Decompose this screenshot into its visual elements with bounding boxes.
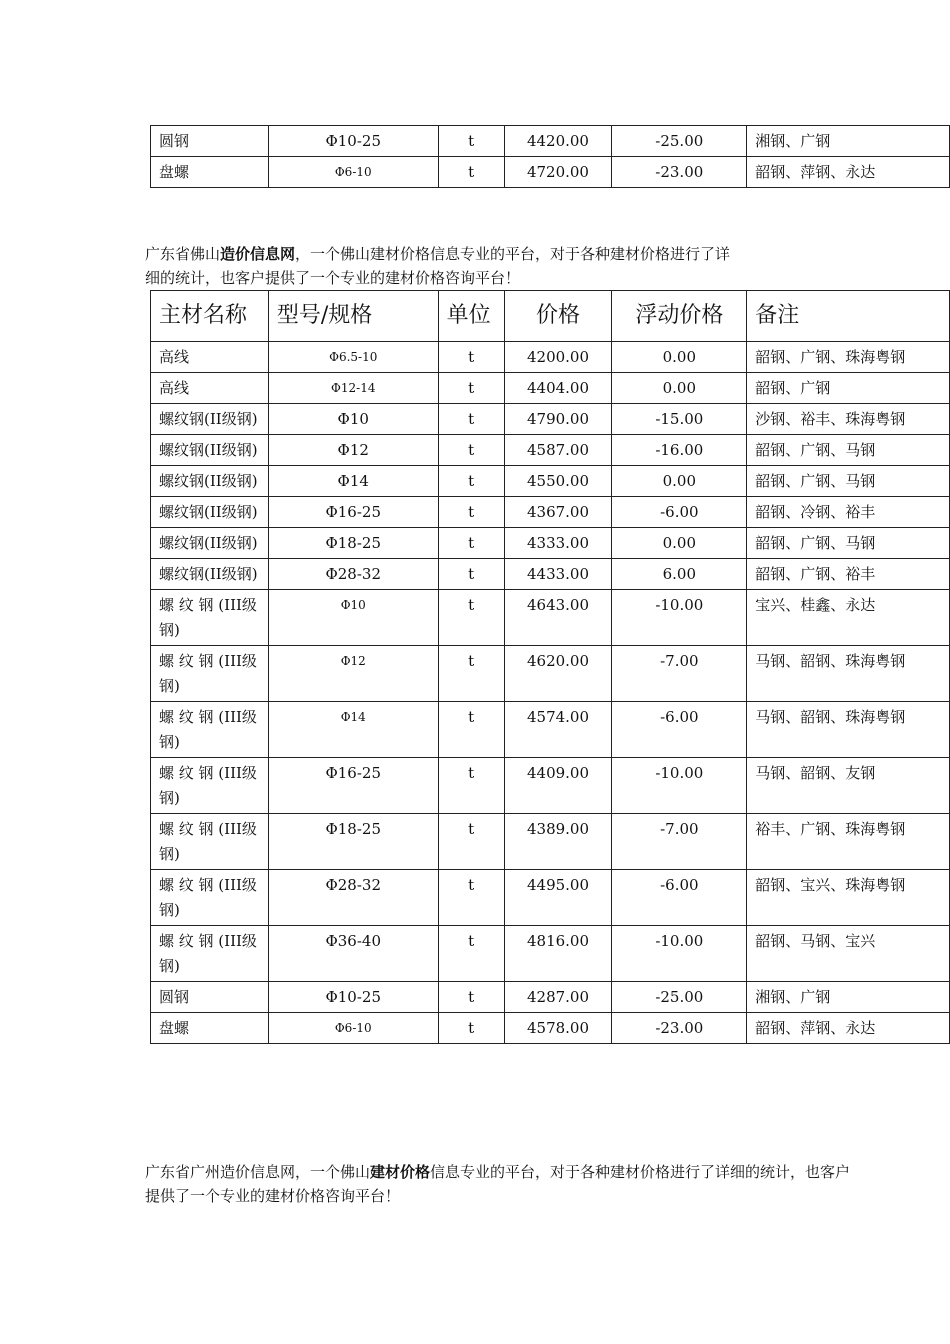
cell-note: 湘钢、广钢 — [747, 982, 950, 1013]
cell-unit: t — [438, 1013, 504, 1044]
cell-spec: Φ28-32 — [268, 870, 438, 926]
cell-note: 韶钢、萍钢、永达 — [747, 157, 950, 188]
cell-name: 盘螺 — [151, 157, 269, 188]
cell-price: 4620.00 — [504, 646, 612, 702]
table-row — [151, 758, 950, 814]
cell-note: 韶钢、广钢、马钢 — [747, 528, 950, 559]
cell-unit: t — [438, 982, 504, 1013]
header-spec: 型号/规格 — [268, 291, 438, 342]
cell-unit: t — [438, 157, 504, 188]
cell-name: 螺 纹 钢 (III级钢) — [151, 814, 269, 870]
cell-name: 盘螺 — [151, 1013, 269, 1044]
cell-price: 4574.00 — [504, 702, 612, 758]
intro-text-post: ，一个佛山建材价格信息专业的平台，对于各种建材价格进行了详 — [295, 245, 731, 263]
table-row — [151, 157, 950, 188]
intro-paragraph — [145, 242, 730, 290]
cell-price: 4587.00 — [504, 435, 612, 466]
cell-unit: t — [438, 702, 504, 758]
top-table-body — [151, 126, 950, 188]
cell-price: 4578.00 — [504, 1013, 612, 1044]
cell-note: 马钢、韶钢、珠海粤钢 — [747, 646, 950, 702]
cell-note: 裕丰、广钢、珠海粤钢 — [747, 814, 950, 870]
cell-price: 4367.00 — [504, 497, 612, 528]
cell-price: 4389.00 — [504, 814, 612, 870]
cell-unit: t — [438, 646, 504, 702]
table-row — [151, 982, 950, 1013]
cell-change: 0.00 — [612, 528, 747, 559]
cell-price: 4409.00 — [504, 758, 612, 814]
cell-spec: Φ18-25 — [268, 528, 438, 559]
cell-note: 韶钢、广钢 — [747, 373, 950, 404]
main-table-header — [151, 291, 950, 342]
cell-price: 4200.00 — [504, 342, 612, 373]
cell-spec: Φ6-10 — [268, 157, 438, 188]
cell-spec: Φ10-25 — [268, 982, 438, 1013]
closing-text-post: 信息专业的平台，对于各种建材价格进行了详细的统计，也客户 — [430, 1163, 851, 1181]
cell-name: 螺纹钢(II级钢) — [151, 404, 269, 435]
cell-unit: t — [438, 126, 504, 157]
cell-spec: Φ12 — [268, 435, 438, 466]
cell-note: 韶钢、广钢、马钢 — [747, 466, 950, 497]
header-note: 备注 — [747, 291, 950, 342]
cell-price: 4720.00 — [504, 157, 612, 188]
cell-name: 高线 — [151, 373, 269, 404]
cell-note: 湘钢、广钢 — [747, 126, 950, 157]
table-row — [151, 870, 950, 926]
cell-note: 韶钢、广钢、珠海粤钢 — [747, 342, 950, 373]
cell-price: 4643.00 — [504, 590, 612, 646]
cell-price: 4816.00 — [504, 926, 612, 982]
cell-change: -6.00 — [612, 497, 747, 528]
cell-price: 4790.00 — [504, 404, 612, 435]
cell-unit: t — [438, 926, 504, 982]
table-row — [151, 404, 950, 435]
cell-name: 螺纹钢(II级钢) — [151, 466, 269, 497]
intro-text-pre: 广东省佛山 — [145, 245, 221, 263]
cell-change: 0.00 — [612, 373, 747, 404]
closing-line-1 — [145, 1160, 850, 1184]
cell-note: 马钢、韶钢、友钢 — [747, 758, 950, 814]
cell-name: 螺纹钢(II级钢) — [151, 559, 269, 590]
main-table-body — [151, 342, 950, 1044]
cell-unit: t — [438, 342, 504, 373]
cell-change: 0.00 — [612, 466, 747, 497]
cell-spec: Φ16-25 — [268, 497, 438, 528]
cell-name: 螺 纹 钢 (III级钢) — [151, 926, 269, 982]
cell-spec: Φ10-25 — [268, 126, 438, 157]
closing-text-pre: 广东省广州造价信息网，一个佛山 — [145, 1163, 371, 1181]
cell-note: 韶钢、马钢、宝兴 — [747, 926, 950, 982]
table-row — [151, 528, 950, 559]
cell-change: -6.00 — [612, 870, 747, 926]
cell-unit: t — [438, 590, 504, 646]
cell-change: -7.00 — [612, 814, 747, 870]
table-row — [151, 435, 950, 466]
cell-spec: Φ12-14 — [268, 373, 438, 404]
table-row — [151, 926, 950, 982]
cell-note: 韶钢、冷钢、裕丰 — [747, 497, 950, 528]
cell-spec: Φ18-25 — [268, 814, 438, 870]
cell-note: 沙钢、裕丰、珠海粤钢 — [747, 404, 950, 435]
table-row — [151, 559, 950, 590]
cell-unit: t — [438, 870, 504, 926]
cell-spec: Φ10 — [268, 404, 438, 435]
cell-unit: t — [438, 404, 504, 435]
top-price-table — [150, 125, 950, 188]
cell-unit: t — [438, 466, 504, 497]
cell-change: -23.00 — [612, 157, 747, 188]
intro-line-2: 细的统计，也客户提供了一个专业的建材价格咨询平台！ — [145, 269, 521, 287]
cell-change: 0.00 — [612, 342, 747, 373]
cell-unit: t — [438, 559, 504, 590]
cell-name: 螺纹钢(II级钢) — [151, 528, 269, 559]
table-row — [151, 497, 950, 528]
header-price: 价格 — [504, 291, 612, 342]
cell-price: 4333.00 — [504, 528, 612, 559]
cell-change: -10.00 — [612, 758, 747, 814]
cell-change: -7.00 — [612, 646, 747, 702]
table-row — [151, 590, 950, 646]
cell-name: 螺纹钢(II级钢) — [151, 497, 269, 528]
cell-name: 螺 纹 钢 (III级钢) — [151, 646, 269, 702]
cell-price: 4420.00 — [504, 126, 612, 157]
cell-price: 4495.00 — [504, 870, 612, 926]
cell-unit: t — [438, 373, 504, 404]
table-row — [151, 342, 950, 373]
cell-spec: Φ10 — [268, 590, 438, 646]
cell-price: 4287.00 — [504, 982, 612, 1013]
closing-paragraph — [145, 1160, 850, 1208]
closing-text-bold: 建材价格 — [370, 1163, 431, 1181]
cell-name: 螺纹钢(II级钢) — [151, 435, 269, 466]
cell-price: 4433.00 — [504, 559, 612, 590]
table-row — [151, 646, 950, 702]
cell-note: 韶钢、萍钢、永达 — [747, 1013, 950, 1044]
cell-change: -23.00 — [612, 1013, 747, 1044]
cell-name: 圆钢 — [151, 126, 269, 157]
cell-name: 圆钢 — [151, 982, 269, 1013]
cell-change: -15.00 — [612, 404, 747, 435]
table-row — [151, 373, 950, 404]
table-row — [151, 814, 950, 870]
closing-line-2: 提供了一个专业的建材价格咨询平台！ — [145, 1187, 401, 1205]
cell-change: -10.00 — [612, 926, 747, 982]
cell-spec: Φ14 — [268, 466, 438, 497]
intro-text-bold: 造价信息网 — [220, 245, 296, 263]
table-row — [151, 126, 950, 157]
cell-note: 马钢、韶钢、珠海粤钢 — [747, 702, 950, 758]
cell-name: 螺 纹 钢 (III级钢) — [151, 758, 269, 814]
cell-name: 螺 纹 钢 (III级钢) — [151, 590, 269, 646]
cell-change: -10.00 — [612, 590, 747, 646]
cell-spec: Φ28-32 — [268, 559, 438, 590]
cell-price: 4404.00 — [504, 373, 612, 404]
cell-unit: t — [438, 758, 504, 814]
cell-unit: t — [438, 435, 504, 466]
header-unit: 单位 — [438, 291, 504, 342]
cell-note: 韶钢、广钢、马钢 — [747, 435, 950, 466]
cell-spec: Φ12 — [268, 646, 438, 702]
header-name: 主材名称 — [151, 291, 269, 342]
cell-price: 4550.00 — [504, 466, 612, 497]
header-row — [151, 291, 950, 342]
cell-change: -6.00 — [612, 702, 747, 758]
cell-spec: Φ14 — [268, 702, 438, 758]
cell-change: -25.00 — [612, 982, 747, 1013]
main-price-table — [150, 290, 950, 1044]
cell-note: 宝兴、桂鑫、永达 — [747, 590, 950, 646]
cell-unit: t — [438, 814, 504, 870]
table-row — [151, 466, 950, 497]
cell-name: 高线 — [151, 342, 269, 373]
header-change: 浮动价格 — [612, 291, 747, 342]
cell-spec: Φ6-10 — [268, 1013, 438, 1044]
cell-note: 韶钢、宝兴、珠海粤钢 — [747, 870, 950, 926]
cell-change: 6.00 — [612, 559, 747, 590]
cell-change: -25.00 — [612, 126, 747, 157]
cell-spec: Φ36-40 — [268, 926, 438, 982]
table-row — [151, 1013, 950, 1044]
cell-name: 螺 纹 钢 (III级钢) — [151, 870, 269, 926]
cell-note: 韶钢、广钢、裕丰 — [747, 559, 950, 590]
cell-spec: Φ16-25 — [268, 758, 438, 814]
cell-spec: Φ6.5-10 — [268, 342, 438, 373]
intro-line-1 — [145, 242, 730, 266]
cell-change: -16.00 — [612, 435, 747, 466]
cell-unit: t — [438, 528, 504, 559]
cell-name: 螺 纹 钢 (III级钢) — [151, 702, 269, 758]
table-row — [151, 702, 950, 758]
cell-unit: t — [438, 497, 504, 528]
